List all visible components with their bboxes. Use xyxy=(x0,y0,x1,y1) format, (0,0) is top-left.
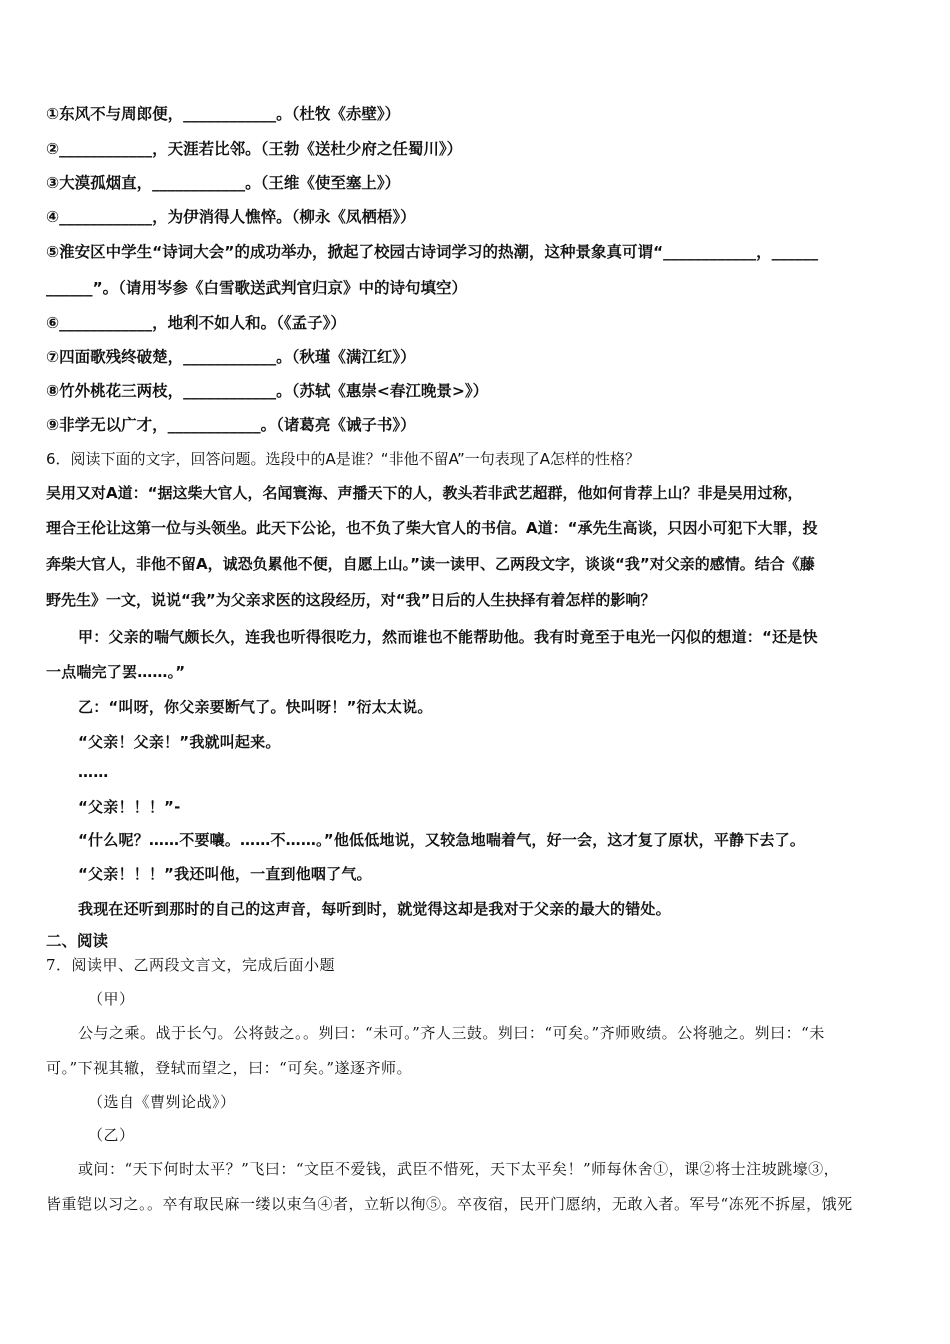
passage-line: “父亲！！！”我还叫他，一直到他咽了气。 xyxy=(78,865,372,883)
yi-text-line: 或问：“天下何时太平？”飞曰：“文臣不爱钱，武臣不惜死，天下太平矣！”师每休舍①，课②将士注坡跳壕③， xyxy=(78,1160,840,1178)
q6-text-line: 野先生》一文，说说“我”为父亲求医的这段经历，对“我”日后的人生抉择有着怎样的影响？ xyxy=(46,591,656,609)
passage-line: 一点喘完了罢……。” xyxy=(46,663,186,681)
q6-text-line: 理合王伦让这第一位与头领坐。此天下公论，也不负了柴大官人的书信。A道：“承先生高谈，只因小可犯下大罪，投 xyxy=(46,519,818,537)
passage-line: 我现在还听到那时的自己的这声音，每听到时，就觉得这却是我对于父亲的最大的错处。 xyxy=(78,900,671,918)
item-6: ⑥____________，地利不如人和。（《孟子》） xyxy=(46,314,346,332)
passage-line: …… xyxy=(78,763,109,781)
item-3: ③大漠孤烟直，____________。（王维《使至塞上》） xyxy=(46,174,401,192)
item-2: ②____________，天涯若比邻。（王勃《送杜少府之任蜀川》） xyxy=(46,140,463,158)
item-8: ⑧竹外桃花三两枝，____________。（苏轼《惠崇<春江晚景>》） xyxy=(46,382,489,400)
passage-line: “父亲！！！”- xyxy=(78,798,181,816)
passage-line: 乙：“叫呀，你父亲要断气了。快叫呀！”衍太太说。 xyxy=(78,698,433,716)
jia-text-line: 公与之乘。战于长勺。公将鼓之。。刿曰：“未可。”齐人三鼓。刿曰：“可矣。”齐师败绩。公将驰之。刿曰：“未 xyxy=(78,1024,825,1042)
jia-label: （甲） xyxy=(88,990,135,1008)
item-9: ⑨非学无以广才，____________。（诸葛亮《诫子书》） xyxy=(46,416,416,434)
item-1: ①东风不与周郎便，____________。（杜牧《赤壁》） xyxy=(46,105,401,123)
item-5-cont: ______”。（请用岑参《白雪歌送武判官归京》中的诗句填空） xyxy=(46,279,467,297)
passage-line: “什么呢？……不要嚷。……不……。”他低低地说，又较急地喘着气，好一会，这才复了原状，平静下去了。 xyxy=(78,831,806,849)
yi-text-line: 皆重铠以习之。。卒有取民麻一缕以束刍④者，立斩以徇⑤。卒夜宿，民开门愿纳，无敢入者。军号“冻死不拆屋，饿死 xyxy=(46,1195,853,1213)
jia-text-line: 可。”下视其辙，登轼而望之，曰：“可矣。”遂逐齐师。 xyxy=(46,1059,413,1077)
q7-question: 7．阅读甲、乙两段文言文，完成后面小题 xyxy=(46,956,336,974)
item-4: ④____________，为伊消得人憔悴。（柳永《凤栖梧》） xyxy=(46,208,416,226)
jia-source: （选自《曹刿论战》） xyxy=(88,1093,236,1111)
q6-text-line: 奔柴大官人，非他不留A，诚恐负累他不便，自愿上山。”读一读甲、乙两段文字，谈谈“我”对父亲的感情。结合《藤 xyxy=(46,555,815,573)
section-heading: 二、阅读 xyxy=(46,932,109,950)
passage-line: “父亲！父亲！”我就叫起来。 xyxy=(78,733,281,751)
item-5: ⑤淮安区中学生“诗词大会”的成功举办，掀起了校园古诗词学习的热潮，这种景象真可谓“____________，______ xyxy=(46,243,819,261)
yi-label: （乙） xyxy=(88,1126,135,1144)
q6-text-line: 吴用又对A道：“据这柴大官人，名闻寰海、声播天下的人，教头若非武艺超群，他如何肯荐上山？非是吴用过称， xyxy=(46,484,803,502)
passage-line: 甲：父亲的喘气颇长久，连我也听得很吃力，然而谁也不能帮助他。我有时竟至于电光一闪似的想道：“还是快 xyxy=(78,628,818,646)
item-7: ⑦四面歌残终破楚，____________。（秋瑾《满江红》） xyxy=(46,348,416,366)
q6-question: 6．阅读下面的文字，回答问题。选段中的A是谁？“非他不留A”一句表现了A怎样的性格？ xyxy=(46,450,641,468)
